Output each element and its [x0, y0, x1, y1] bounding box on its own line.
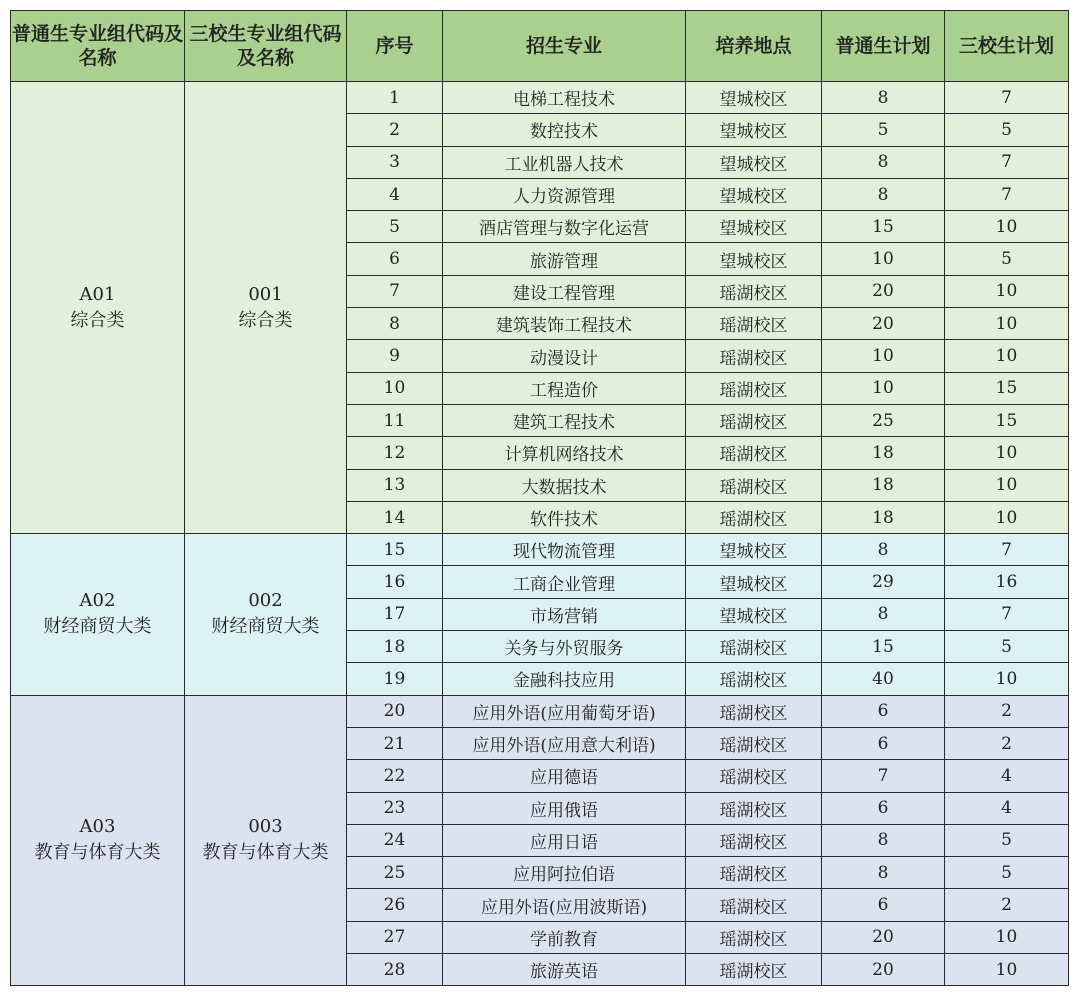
row-index: 6 — [347, 243, 443, 275]
row-index: 25 — [347, 857, 443, 889]
row-major: 关务与外贸服务 — [443, 631, 686, 663]
row-location: 望城校区 — [686, 178, 822, 210]
row-location: 望城校区 — [686, 534, 822, 566]
row-index: 16 — [347, 566, 443, 598]
row-major: 应用外语(应用意大利语) — [443, 727, 686, 759]
row-index: 3 — [347, 146, 443, 178]
row-location: 望城校区 — [686, 598, 822, 630]
row-major: 建筑工程技术 — [443, 404, 686, 436]
group-three-code: 002 — [248, 590, 283, 612]
row-index: 27 — [347, 921, 443, 953]
row-plan-three: 5 — [945, 857, 1069, 889]
row-plan-three: 15 — [945, 404, 1069, 436]
group-general-cell — [11, 82, 185, 534]
row-location: 瑶湖校区 — [686, 469, 822, 501]
row-major: 金融科技应用 — [443, 663, 686, 695]
row-index: 13 — [347, 469, 443, 501]
header-index: 序号 — [347, 11, 443, 82]
header-plan-general: 普通生计划 — [822, 11, 945, 82]
row-major: 人力资源管理 — [443, 178, 686, 210]
row-plan-three: 10 — [945, 921, 1069, 953]
row-plan-three: 10 — [945, 340, 1069, 372]
row-major: 电梯工程技术 — [443, 82, 686, 114]
row-plan-general: 10 — [822, 243, 945, 275]
row-index: 20 — [347, 695, 443, 727]
row-plan-three: 2 — [945, 727, 1069, 759]
row-index: 26 — [347, 889, 443, 921]
row-major: 现代物流管理 — [443, 534, 686, 566]
row-location: 瑶湖校区 — [686, 727, 822, 759]
row-index: 7 — [347, 275, 443, 307]
group-three-name: 教育与体育大类 — [202, 842, 329, 864]
row-plan-three: 10 — [945, 501, 1069, 533]
row-location: 望城校区 — [686, 146, 822, 178]
row-plan-general: 10 — [822, 372, 945, 404]
table-row — [11, 695, 1069, 727]
row-plan-general: 18 — [822, 501, 945, 533]
row-plan-general: 29 — [822, 566, 945, 598]
row-location: 瑶湖校区 — [686, 404, 822, 436]
row-location: 瑶湖校区 — [686, 631, 822, 663]
row-major: 应用外语(应用波斯语) — [443, 889, 686, 921]
row-major: 学前教育 — [443, 921, 686, 953]
row-location: 瑶湖校区 — [686, 889, 822, 921]
row-plan-three: 2 — [945, 889, 1069, 921]
row-plan-three: 5 — [945, 114, 1069, 146]
row-location: 望城校区 — [686, 82, 822, 114]
row-location: 望城校区 — [686, 566, 822, 598]
row-plan-general: 15 — [822, 211, 945, 243]
row-location: 瑶湖校区 — [686, 695, 822, 727]
row-major: 工商企业管理 — [443, 566, 686, 598]
row-index: 1 — [347, 82, 443, 114]
row-location: 望城校区 — [686, 114, 822, 146]
row-major: 软件技术 — [443, 501, 686, 533]
row-location: 瑶湖校区 — [686, 308, 822, 340]
header-group-three: 三校生专业组代码及名称 — [185, 11, 347, 82]
row-major: 旅游英语 — [443, 954, 686, 986]
row-plan-general: 5 — [822, 114, 945, 146]
header-row — [11, 11, 1069, 82]
row-plan-three: 10 — [945, 469, 1069, 501]
row-major: 大数据技术 — [443, 469, 686, 501]
row-plan-three: 7 — [945, 178, 1069, 210]
row-plan-general: 18 — [822, 437, 945, 469]
row-plan-general: 40 — [822, 663, 945, 695]
row-location: 瑶湖校区 — [686, 824, 822, 856]
table-row — [11, 82, 1069, 114]
row-plan-general: 20 — [822, 921, 945, 953]
header-plan-three: 三校生计划 — [945, 11, 1069, 82]
row-plan-three: 4 — [945, 792, 1069, 824]
row-plan-general: 8 — [822, 598, 945, 630]
row-plan-general: 8 — [822, 146, 945, 178]
enrollment-plan-table — [10, 10, 1069, 986]
row-location: 瑶湖校区 — [686, 340, 822, 372]
group-general-name: 教育与体育大类 — [34, 842, 161, 864]
row-index: 22 — [347, 760, 443, 792]
group-three-code: 003 — [248, 816, 283, 838]
row-index: 23 — [347, 792, 443, 824]
row-location: 瑶湖校区 — [686, 760, 822, 792]
row-plan-three: 5 — [945, 824, 1069, 856]
row-location: 瑶湖校区 — [686, 663, 822, 695]
row-plan-three: 7 — [945, 534, 1069, 566]
group-three-cell — [185, 534, 347, 695]
row-index: 28 — [347, 954, 443, 986]
row-plan-general: 20 — [822, 308, 945, 340]
row-major: 酒店管理与数字化运营 — [443, 211, 686, 243]
row-plan-three: 10 — [945, 275, 1069, 307]
header-location: 培养地点 — [686, 11, 822, 82]
row-index: 17 — [347, 598, 443, 630]
row-major: 动漫设计 — [443, 340, 686, 372]
row-plan-general: 8 — [822, 534, 945, 566]
header-group-general: 普通生专业组代码及名称 — [11, 11, 185, 82]
row-plan-general: 6 — [822, 792, 945, 824]
row-location: 望城校区 — [686, 211, 822, 243]
row-index: 11 — [347, 404, 443, 436]
row-index: 15 — [347, 534, 443, 566]
row-index: 18 — [347, 631, 443, 663]
row-major: 应用俄语 — [443, 792, 686, 824]
row-plan-general: 8 — [822, 857, 945, 889]
row-plan-general: 18 — [822, 469, 945, 501]
row-plan-three: 2 — [945, 695, 1069, 727]
group-three-name: 财经商贸大类 — [211, 616, 320, 638]
row-location: 瑶湖校区 — [686, 857, 822, 889]
row-location: 瑶湖校区 — [686, 501, 822, 533]
row-major: 数控技术 — [443, 114, 686, 146]
row-plan-three: 16 — [945, 566, 1069, 598]
row-plan-three: 10 — [945, 211, 1069, 243]
row-plan-general: 6 — [822, 695, 945, 727]
row-location: 瑶湖校区 — [686, 275, 822, 307]
row-index: 8 — [347, 308, 443, 340]
row-location: 瑶湖校区 — [686, 792, 822, 824]
row-location: 瑶湖校区 — [686, 437, 822, 469]
group-three-code: 001 — [248, 283, 283, 305]
row-major: 应用阿拉伯语 — [443, 857, 686, 889]
row-major: 旅游管理 — [443, 243, 686, 275]
row-plan-general: 8 — [822, 824, 945, 856]
row-plan-general: 20 — [822, 954, 945, 986]
row-index: 14 — [347, 501, 443, 533]
row-major: 工业机器人技术 — [443, 146, 686, 178]
row-location: 瑶湖校区 — [686, 954, 822, 986]
row-major: 应用德语 — [443, 760, 686, 792]
row-index: 12 — [347, 437, 443, 469]
row-index: 24 — [347, 824, 443, 856]
row-plan-general: 15 — [822, 631, 945, 663]
row-location: 瑶湖校区 — [686, 372, 822, 404]
row-location: 望城校区 — [686, 243, 822, 275]
group-three-name: 综合类 — [238, 309, 293, 331]
row-major: 应用外语(应用葡萄牙语) — [443, 695, 686, 727]
group-three-cell — [185, 82, 347, 534]
group-general-name: 财经商贸大类 — [43, 616, 152, 638]
table-row — [11, 534, 1069, 566]
row-location: 瑶湖校区 — [686, 921, 822, 953]
row-index: 9 — [347, 340, 443, 372]
row-plan-three: 10 — [945, 663, 1069, 695]
row-plan-three: 5 — [945, 243, 1069, 275]
row-index: 10 — [347, 372, 443, 404]
row-major: 建筑装饰工程技术 — [443, 308, 686, 340]
row-plan-general: 7 — [822, 760, 945, 792]
row-plan-three: 5 — [945, 631, 1069, 663]
group-three-cell — [185, 695, 347, 986]
row-plan-general: 8 — [822, 82, 945, 114]
row-major: 工程造价 — [443, 372, 686, 404]
group-general-cell — [11, 695, 185, 986]
row-plan-general: 20 — [822, 275, 945, 307]
row-plan-general: 8 — [822, 178, 945, 210]
row-plan-three: 7 — [945, 82, 1069, 114]
row-plan-three: 15 — [945, 372, 1069, 404]
row-plan-three: 4 — [945, 760, 1069, 792]
row-index: 19 — [347, 663, 443, 695]
row-plan-three: 7 — [945, 598, 1069, 630]
row-index: 21 — [347, 727, 443, 759]
row-plan-three: 7 — [945, 146, 1069, 178]
row-index: 2 — [347, 114, 443, 146]
row-plan-general: 25 — [822, 404, 945, 436]
group-general-code: A03 — [79, 816, 116, 838]
group-general-code: A01 — [79, 283, 116, 305]
row-plan-three: 10 — [945, 308, 1069, 340]
group-general-code: A02 — [79, 590, 116, 612]
group-general-name: 综合类 — [70, 309, 125, 331]
row-major: 建设工程管理 — [443, 275, 686, 307]
row-plan-three: 10 — [945, 437, 1069, 469]
row-index: 5 — [347, 211, 443, 243]
row-plan-three: 10 — [945, 954, 1069, 986]
table-body — [11, 82, 1069, 986]
enrollment-plan-table-container — [10, 10, 1069, 986]
group-general-cell — [11, 534, 185, 695]
row-plan-general: 10 — [822, 340, 945, 372]
header-major: 招生专业 — [443, 11, 686, 82]
row-plan-general: 6 — [822, 889, 945, 921]
row-index: 4 — [347, 178, 443, 210]
row-major: 市场营销 — [443, 598, 686, 630]
row-major: 应用日语 — [443, 824, 686, 856]
row-plan-general: 6 — [822, 727, 945, 759]
row-major: 计算机网络技术 — [443, 437, 686, 469]
